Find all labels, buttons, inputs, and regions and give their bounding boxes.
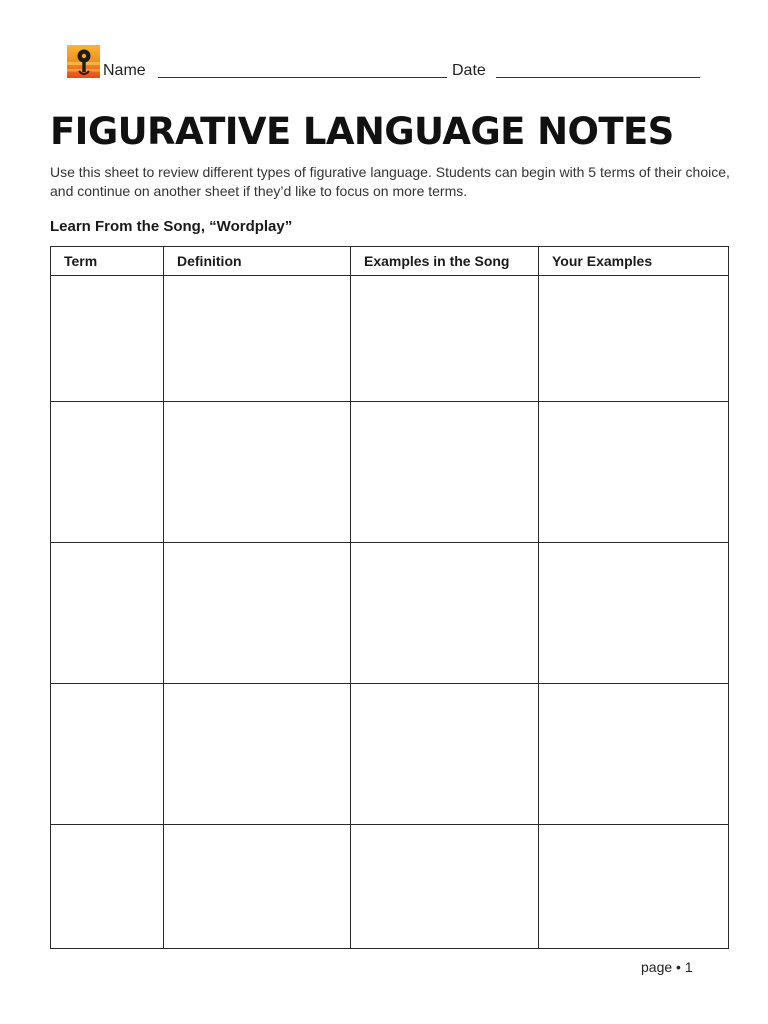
table-row bbox=[51, 276, 729, 402]
table-row bbox=[51, 402, 729, 543]
term-cell[interactable] bbox=[51, 825, 164, 949]
your-example-cell[interactable] bbox=[539, 543, 729, 684]
table-row bbox=[51, 684, 729, 825]
song-example-cell[interactable] bbox=[351, 543, 539, 684]
date-label: Date bbox=[452, 62, 486, 79]
column-header-term: Term bbox=[51, 247, 164, 276]
definition-cell[interactable] bbox=[164, 276, 351, 402]
column-header-your-examples: Your Examples bbox=[539, 247, 729, 276]
definition-cell[interactable] bbox=[164, 825, 351, 949]
your-example-cell[interactable] bbox=[539, 684, 729, 825]
definition-cell[interactable] bbox=[164, 543, 351, 684]
microphone-logo-icon bbox=[67, 45, 100, 78]
your-example-cell[interactable] bbox=[539, 276, 729, 402]
column-header-examples-song: Examples in the Song bbox=[351, 247, 539, 276]
definition-cell[interactable] bbox=[164, 402, 351, 543]
term-cell[interactable] bbox=[51, 402, 164, 543]
song-example-cell[interactable] bbox=[351, 402, 539, 543]
term-cell[interactable] bbox=[51, 276, 164, 402]
date-field-line[interactable] bbox=[496, 77, 700, 78]
table-row bbox=[51, 825, 729, 949]
intro-paragraph: Use this sheet to review different types of figurative language. Students can begin with 5 terms of their choice, and continue on another sheet if they’d like to focus on more terms. bbox=[50, 164, 730, 199]
table-row bbox=[51, 543, 729, 684]
your-example-cell[interactable] bbox=[539, 402, 729, 543]
page-title: FIGURATIVE LANGUAGE NOTES bbox=[50, 110, 674, 153]
song-example-cell[interactable] bbox=[351, 684, 539, 825]
your-example-cell[interactable] bbox=[539, 825, 729, 949]
page-number: page • 1 bbox=[641, 959, 693, 975]
song-example-cell[interactable] bbox=[351, 276, 539, 402]
section-subheading: Learn From the Song, “Wordplay” bbox=[50, 218, 293, 235]
column-header-definition: Definition bbox=[164, 247, 351, 276]
name-label: Name bbox=[103, 62, 146, 79]
term-cell[interactable] bbox=[51, 543, 164, 684]
table-header-row bbox=[51, 247, 729, 276]
definition-cell[interactable] bbox=[164, 684, 351, 825]
notes-table bbox=[50, 246, 729, 949]
name-field-line[interactable] bbox=[158, 77, 447, 78]
term-cell[interactable] bbox=[51, 684, 164, 825]
song-example-cell[interactable] bbox=[351, 825, 539, 949]
name-date-row bbox=[103, 60, 703, 84]
